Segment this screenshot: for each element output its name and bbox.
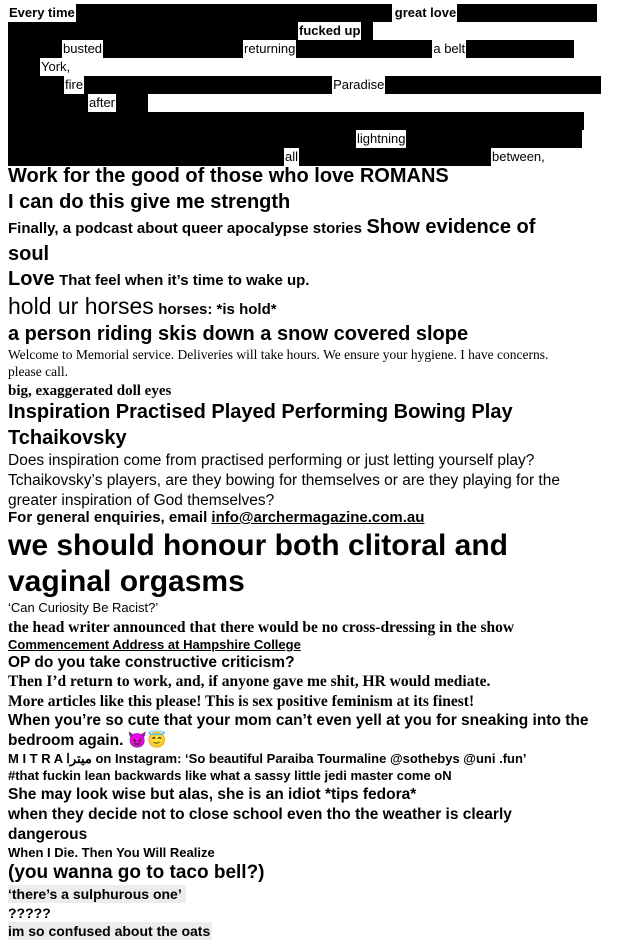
poem-line-4	[8, 58, 71, 76]
collage-line: She may look wise but alas, she is an idiot *tips fedora*	[8, 786, 417, 803]
collage-line: soul	[8, 243, 50, 265]
collage-line: Welcome to Memorial service. Deliveries will take hours. We ensure your hygiene. I have concerns.	[8, 347, 549, 362]
collage-line: When you’re so cute that your mom can’t even yell at you for sneaking into the	[8, 712, 589, 729]
poem-word: busted	[63, 41, 103, 56]
collage-line: I can do this give me strength	[8, 191, 291, 213]
horses-hold-text: horses: *is hold*	[158, 301, 277, 318]
redaction-bar	[84, 76, 332, 94]
collage-line: Tchaikovsky’s players, are they bowing for themselves or are they playing for the	[8, 472, 560, 489]
collage-line: #that fuckin lean backwards like what a sassy little jedi master come oN	[8, 768, 452, 783]
collage-line: M I T R A میترا on Instagram: ‘So beautiful Paraiba Tourmaline @sothebys @uni .fun’	[8, 751, 527, 766]
redaction-bar	[8, 94, 88, 112]
highlighted-line: im so confused about the oats	[8, 923, 211, 939]
redaction-bar	[361, 22, 373, 40]
podcast-text: Finally, a podcast about queer apocalypse stories	[8, 220, 362, 237]
redaction-bar	[103, 40, 243, 58]
collage-line: When I Die. Then You Will Realize	[8, 845, 215, 860]
poem-word: York,	[41, 59, 71, 74]
collage-line: a person riding skis down a snow covered slope	[8, 323, 469, 345]
poem-word: lightning	[357, 131, 406, 146]
redaction-bar	[8, 112, 584, 130]
poem-word: after	[89, 95, 116, 110]
collage-line: vaginal orgasms	[8, 565, 245, 598]
blackout-poem	[8, 2, 636, 164]
email-link[interactable]: info@archermagazine.com.au	[211, 509, 425, 526]
poem-line-6	[8, 94, 148, 112]
poem-word: returning	[244, 41, 296, 56]
soul-text: Show evidence of	[366, 216, 536, 238]
collage-line	[8, 214, 535, 242]
highlighted-line: ‘there’s a sulphurous one’	[8, 885, 186, 903]
wake-text: That feel when it’s time to wake up.	[59, 272, 310, 289]
collage-line: Inspiration Practised Played Performing Bowing Play	[8, 401, 513, 423]
redaction-bar	[76, 4, 392, 22]
redaction-bar	[8, 76, 64, 94]
collage-line: Work for the good of those who love ROMANS	[8, 165, 449, 187]
redaction-bar	[8, 130, 356, 148]
collage-line: More articles like this please! This is sex positive feminism at its finest!	[8, 693, 475, 710]
poem-line-5	[8, 76, 601, 94]
poem-word: Paradise	[333, 77, 385, 92]
collage-line: Commencement Address at Hampshire College	[8, 637, 301, 652]
horses-text: hold ur horses	[8, 293, 154, 319]
collage-line: ?????	[8, 905, 51, 921]
collage-line: ‘Can Curiosity Be Racist?’	[8, 600, 159, 615]
collage-line	[8, 292, 277, 324]
poem-word: great love	[394, 5, 457, 20]
poem-line-7	[8, 112, 584, 130]
poem-word: fire	[65, 77, 84, 92]
poem-line-3	[8, 40, 574, 58]
collage-line: when they decide not to close school even tho the weather is clearly	[8, 806, 512, 823]
redaction-bar	[8, 22, 298, 40]
collage-line: please call.	[8, 364, 68, 379]
redaction-bar	[466, 40, 574, 58]
poem-word: Every time	[9, 5, 75, 20]
collage-line: the head writer announced that there would be no cross-dressing in the show	[8, 619, 515, 636]
redaction-bar	[457, 4, 597, 22]
collage-line: dangerous	[8, 826, 88, 843]
collage-line: Then I’d return to work, and, if anyone gave me shit, HR would mediate.	[8, 673, 491, 690]
poem-word: between,	[492, 149, 545, 164]
collage-line: bedroom again. 😈😇	[8, 732, 167, 749]
poem-line-2	[8, 22, 373, 40]
poem-word: a belt	[433, 41, 466, 56]
collage-line: Tchaikovsky	[8, 427, 127, 449]
redaction-bar	[385, 76, 601, 94]
collage-line: Does inspiration come from practised performing or just letting yourself play?	[8, 452, 535, 469]
redaction-bar	[296, 40, 432, 58]
redaction-bar	[406, 130, 582, 148]
poem-word: fucked up	[299, 23, 361, 38]
poem-line-1	[8, 4, 597, 22]
redaction-bar	[8, 58, 40, 76]
collage-line: OP do you take constructive criticism?	[8, 654, 295, 671]
love-text: Love	[8, 268, 55, 290]
poem-word: all	[285, 149, 299, 164]
collage-line	[8, 266, 309, 294]
collage-line: we should honour both clitoral and	[8, 529, 508, 562]
enquiry-text: For general enquiries, email	[8, 509, 208, 526]
redaction-bar	[116, 94, 148, 112]
redaction-bar	[8, 40, 62, 58]
collage-line: greater inspiration of God themselves?	[8, 492, 275, 509]
collage-line: (you wanna go to taco bell?)	[8, 862, 265, 883]
collage-line	[8, 509, 424, 527]
poem-line-8	[8, 130, 582, 148]
collage-line: big, exaggerated doll eyes	[8, 383, 172, 399]
